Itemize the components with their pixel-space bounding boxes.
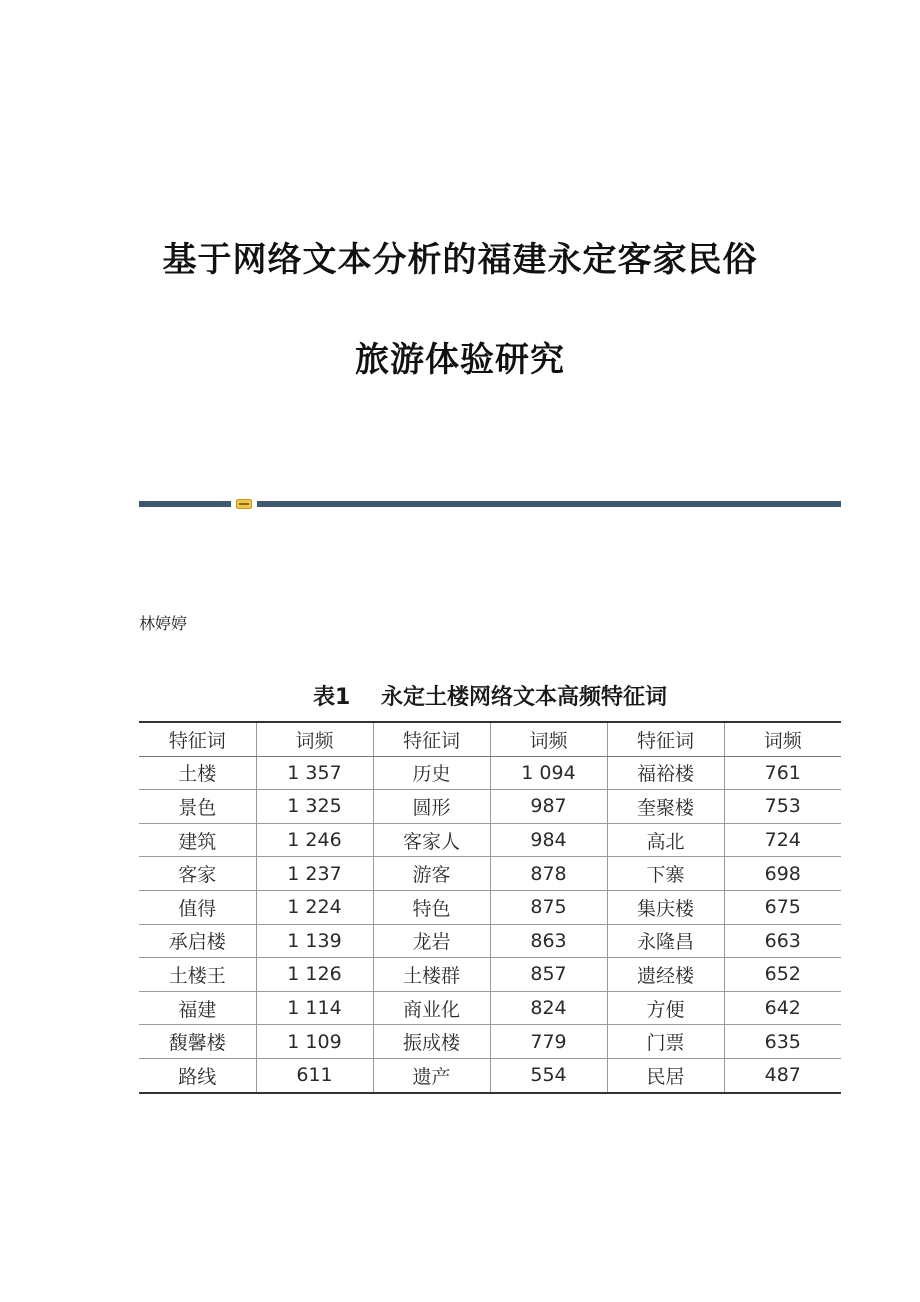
keyword-cell: 特色 — [373, 890, 490, 924]
frequency-cell: 1 126 — [256, 958, 373, 992]
table-row — [139, 958, 841, 992]
frequency-cell: 487 — [724, 1058, 841, 1092]
frequency-cell: 987 — [490, 790, 607, 824]
divider-bar-left — [139, 501, 231, 507]
header-frequency-3: 词频 — [724, 722, 841, 756]
frequency-cell: 761 — [724, 756, 841, 790]
frequency-cell: 1 357 — [256, 756, 373, 790]
frequency-cell: 863 — [490, 924, 607, 958]
keyword-cell: 门票 — [607, 1025, 724, 1059]
frequency-cell: 635 — [724, 1025, 841, 1059]
keyword-cell: 福建 — [139, 991, 256, 1025]
frequency-cell: 652 — [724, 958, 841, 992]
word-frequency-table — [139, 721, 841, 1094]
keyword-cell: 振成楼 — [373, 1025, 490, 1059]
keyword-cell: 游客 — [373, 857, 490, 891]
frequency-cell: 824 — [490, 991, 607, 1025]
keyword-cell: 方便 — [607, 991, 724, 1025]
table-row — [139, 1025, 841, 1059]
header-keyword-1: 特征词 — [139, 722, 256, 756]
keyword-cell: 土楼 — [139, 756, 256, 790]
frequency-cell: 857 — [490, 958, 607, 992]
keyword-cell: 高北 — [607, 823, 724, 857]
table-row — [139, 823, 841, 857]
keyword-cell: 土楼群 — [373, 958, 490, 992]
frequency-cell: 878 — [490, 857, 607, 891]
keyword-cell: 景色 — [139, 790, 256, 824]
frequency-cell: 724 — [724, 823, 841, 857]
frequency-cell: 1 224 — [256, 890, 373, 924]
frequency-cell: 1 114 — [256, 991, 373, 1025]
table-caption: 表1 永定土楼网络文本高频特征词 — [313, 685, 667, 710]
keyword-cell: 遗产 — [373, 1058, 490, 1092]
keyword-cell: 客家 — [139, 857, 256, 891]
keyword-cell: 民居 — [607, 1058, 724, 1092]
header-frequency-2: 词频 — [490, 722, 607, 756]
keyword-cell: 福裕楼 — [607, 756, 724, 790]
keyword-cell: 承启楼 — [139, 924, 256, 958]
header-keyword-3: 特征词 — [607, 722, 724, 756]
frequency-cell: 875 — [490, 890, 607, 924]
keyword-cell: 馥馨楼 — [139, 1025, 256, 1059]
frequency-cell: 675 — [724, 890, 841, 924]
keyword-cell: 永隆昌 — [607, 924, 724, 958]
keyword-cell: 建筑 — [139, 823, 256, 857]
header-keyword-2: 特征词 — [373, 722, 490, 756]
keyword-cell: 路线 — [139, 1058, 256, 1092]
frequency-cell: 1 237 — [256, 857, 373, 891]
keyword-cell: 遗经楼 — [607, 958, 724, 992]
table-row — [139, 790, 841, 824]
table-row — [139, 991, 841, 1025]
document-title-line-1: 基于网络文本分析的福建永定客家民俗 — [162, 240, 758, 280]
frequency-cell: 554 — [490, 1058, 607, 1092]
frequency-cell: 779 — [490, 1025, 607, 1059]
table-row — [139, 756, 841, 790]
keyword-cell: 龙岩 — [373, 924, 490, 958]
keyword-cell: 商业化 — [373, 991, 490, 1025]
frequency-cell: 1 246 — [256, 823, 373, 857]
keyword-cell: 奎聚楼 — [607, 790, 724, 824]
frequency-cell: 753 — [724, 790, 841, 824]
table-row — [139, 857, 841, 891]
keyword-cell: 历史 — [373, 756, 490, 790]
frequency-cell: 663 — [724, 924, 841, 958]
frequency-cell: 1 109 — [256, 1025, 373, 1059]
frequency-cell: 1 325 — [256, 790, 373, 824]
divider-ornament-icon — [236, 499, 252, 509]
frequency-cell: 984 — [490, 823, 607, 857]
table-row — [139, 924, 841, 958]
table-row — [139, 1058, 841, 1092]
keyword-cell: 值得 — [139, 890, 256, 924]
frequency-cell: 1 094 — [490, 756, 607, 790]
divider-bar-right — [257, 501, 841, 507]
frequency-cell: 1 139 — [256, 924, 373, 958]
frequency-cell: 698 — [724, 857, 841, 891]
author-name: 林婷婷 — [139, 614, 188, 633]
keyword-cell: 集庆楼 — [607, 890, 724, 924]
keyword-cell: 土楼王 — [139, 958, 256, 992]
header-frequency-1: 词频 — [256, 722, 373, 756]
frequency-cell: 611 — [256, 1058, 373, 1092]
table-header-row — [139, 722, 841, 756]
keyword-cell: 圆形 — [373, 790, 490, 824]
keyword-cell: 客家人 — [373, 823, 490, 857]
table-row — [139, 890, 841, 924]
title-divider — [139, 499, 841, 509]
document-title-line-2: 旅游体验研究 — [355, 340, 565, 380]
frequency-cell: 642 — [724, 991, 841, 1025]
keyword-cell: 下寨 — [607, 857, 724, 891]
